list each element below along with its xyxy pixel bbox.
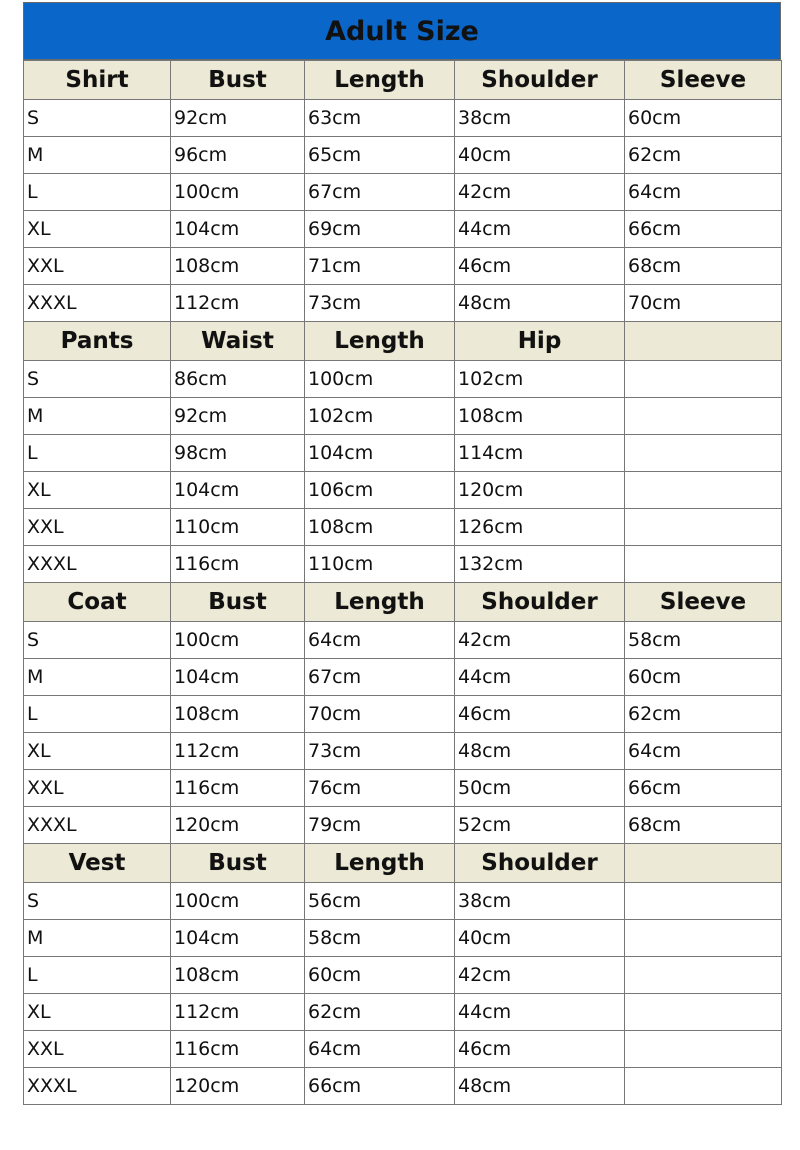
table-row [24, 920, 782, 957]
column-header: Vest [24, 844, 171, 883]
column-header: Shoulder [455, 61, 625, 100]
measurement-cell: 110cm [305, 546, 455, 583]
measurement-cell: 58cm [625, 622, 782, 659]
measurement-cell: 56cm [305, 883, 455, 920]
measurement-cell: 112cm [171, 994, 305, 1031]
column-header: Length [305, 583, 455, 622]
measurement-cell [625, 398, 782, 435]
measurement-cell: 114cm [455, 435, 625, 472]
size-cell: L [24, 174, 171, 211]
measurement-cell [625, 1031, 782, 1068]
measurement-cell: 100cm [171, 622, 305, 659]
size-cell: XXL [24, 1031, 171, 1068]
column-header: Sleeve [625, 61, 782, 100]
measurement-cell: 73cm [305, 733, 455, 770]
measurement-cell: 116cm [171, 546, 305, 583]
measurement-cell: 76cm [305, 770, 455, 807]
measurement-cell: 46cm [455, 696, 625, 733]
coat-header-row [24, 583, 782, 622]
size-cell: XXXL [24, 285, 171, 322]
table-row [24, 137, 782, 174]
measurement-cell: 58cm [305, 920, 455, 957]
size-cell: XL [24, 211, 171, 248]
measurement-cell: 66cm [625, 211, 782, 248]
table-row [24, 994, 782, 1031]
table-row [24, 807, 782, 844]
measurement-cell: 67cm [305, 659, 455, 696]
column-header: Waist [171, 322, 305, 361]
measurement-cell: 126cm [455, 509, 625, 546]
size-cell: XXL [24, 509, 171, 546]
measurement-cell: 104cm [171, 659, 305, 696]
measurement-cell: 48cm [455, 733, 625, 770]
size-cell: L [24, 696, 171, 733]
measurement-cell: 42cm [455, 174, 625, 211]
measurement-cell: 92cm [171, 398, 305, 435]
measurement-cell: 67cm [305, 174, 455, 211]
measurement-cell: 40cm [455, 137, 625, 174]
table-row [24, 696, 782, 733]
measurement-cell: 60cm [305, 957, 455, 994]
column-header: Pants [24, 322, 171, 361]
size-cell: XXXL [24, 807, 171, 844]
measurement-cell: 100cm [171, 883, 305, 920]
measurement-cell: 62cm [625, 137, 782, 174]
size-cell: M [24, 398, 171, 435]
size-cell: L [24, 435, 171, 472]
measurement-cell: 120cm [455, 472, 625, 509]
table-row [24, 1031, 782, 1068]
measurement-cell: 48cm [455, 285, 625, 322]
column-header: Shoulder [455, 583, 625, 622]
size-cell: XXXL [24, 1068, 171, 1105]
measurement-cell: 116cm [171, 1031, 305, 1068]
measurement-cell [625, 1068, 782, 1105]
size-cell: S [24, 883, 171, 920]
measurement-cell: 92cm [171, 100, 305, 137]
vest-header-row [24, 844, 782, 883]
size-cell: XXL [24, 248, 171, 285]
size-table [23, 60, 782, 1105]
measurement-cell: 64cm [625, 174, 782, 211]
table-row [24, 659, 782, 696]
table-row [24, 1068, 782, 1105]
measurement-cell: 62cm [305, 994, 455, 1031]
measurement-cell: 102cm [455, 361, 625, 398]
measurement-cell: 108cm [305, 509, 455, 546]
size-cell: XXL [24, 770, 171, 807]
measurement-cell: 112cm [171, 285, 305, 322]
measurement-cell: 64cm [305, 1031, 455, 1068]
table-row [24, 100, 782, 137]
size-cell: S [24, 361, 171, 398]
table-row [24, 622, 782, 659]
measurement-cell: 104cm [171, 920, 305, 957]
measurement-cell: 48cm [455, 1068, 625, 1105]
measurement-cell: 65cm [305, 137, 455, 174]
measurement-cell: 66cm [305, 1068, 455, 1105]
measurement-cell: 104cm [305, 435, 455, 472]
table-row [24, 770, 782, 807]
pants-header-row [24, 322, 782, 361]
column-header: Shirt [24, 61, 171, 100]
column-header: Length [305, 61, 455, 100]
measurement-cell: 62cm [625, 696, 782, 733]
column-header: Bust [171, 61, 305, 100]
size-cell: S [24, 622, 171, 659]
measurement-cell: 96cm [171, 137, 305, 174]
measurement-cell [625, 920, 782, 957]
table-row [24, 248, 782, 285]
measurement-cell: 60cm [625, 659, 782, 696]
measurement-cell: 50cm [455, 770, 625, 807]
measurement-cell: 52cm [455, 807, 625, 844]
measurement-cell: 108cm [171, 957, 305, 994]
table-row [24, 546, 782, 583]
table-row [24, 957, 782, 994]
size-cell: L [24, 957, 171, 994]
column-header [625, 322, 782, 361]
measurement-cell: 70cm [625, 285, 782, 322]
measurement-cell: 66cm [625, 770, 782, 807]
measurement-cell: 44cm [455, 994, 625, 1031]
measurement-cell: 116cm [171, 770, 305, 807]
measurement-cell [625, 361, 782, 398]
size-cell: XL [24, 994, 171, 1031]
measurement-cell: 63cm [305, 100, 455, 137]
column-header [625, 844, 782, 883]
size-cell: M [24, 920, 171, 957]
size-cell: M [24, 137, 171, 174]
size-cell: XL [24, 472, 171, 509]
shirt-header-row [24, 61, 782, 100]
measurement-cell: 110cm [171, 509, 305, 546]
measurement-cell: 42cm [455, 622, 625, 659]
column-header: Bust [171, 844, 305, 883]
measurement-cell: 79cm [305, 807, 455, 844]
table-row [24, 733, 782, 770]
table-row [24, 472, 782, 509]
measurement-cell: 69cm [305, 211, 455, 248]
measurement-cell: 44cm [455, 211, 625, 248]
measurement-cell: 108cm [171, 696, 305, 733]
column-header: Bust [171, 583, 305, 622]
measurement-cell [625, 883, 782, 920]
measurement-cell: 102cm [305, 398, 455, 435]
measurement-cell [625, 472, 782, 509]
measurement-cell: 68cm [625, 807, 782, 844]
size-cell: M [24, 659, 171, 696]
column-header: Sleeve [625, 583, 782, 622]
measurement-cell: 98cm [171, 435, 305, 472]
measurement-cell: 132cm [455, 546, 625, 583]
measurement-cell: 46cm [455, 1031, 625, 1068]
measurement-cell: 100cm [305, 361, 455, 398]
measurement-cell: 40cm [455, 920, 625, 957]
chart-title: Adult Size [23, 2, 781, 60]
measurement-cell: 60cm [625, 100, 782, 137]
measurement-cell: 38cm [455, 883, 625, 920]
table-row [24, 211, 782, 248]
measurement-cell [625, 509, 782, 546]
measurement-cell: 106cm [305, 472, 455, 509]
column-header: Length [305, 322, 455, 361]
measurement-cell: 108cm [455, 398, 625, 435]
size-chart [23, 2, 781, 1105]
size-cell: XXXL [24, 546, 171, 583]
measurement-cell: 112cm [171, 733, 305, 770]
measurement-cell: 64cm [305, 622, 455, 659]
measurement-cell: 68cm [625, 248, 782, 285]
measurement-cell: 44cm [455, 659, 625, 696]
column-header: Coat [24, 583, 171, 622]
table-row [24, 174, 782, 211]
measurement-cell: 108cm [171, 248, 305, 285]
column-header: Length [305, 844, 455, 883]
measurement-cell: 120cm [171, 807, 305, 844]
measurement-cell [625, 435, 782, 472]
measurement-cell: 120cm [171, 1068, 305, 1105]
column-header: Hip [455, 322, 625, 361]
measurement-cell [625, 994, 782, 1031]
measurement-cell: 100cm [171, 174, 305, 211]
measurement-cell: 104cm [171, 472, 305, 509]
measurement-cell: 46cm [455, 248, 625, 285]
size-cell: XL [24, 733, 171, 770]
measurement-cell: 104cm [171, 211, 305, 248]
column-header: Shoulder [455, 844, 625, 883]
measurement-cell [625, 957, 782, 994]
measurement-cell: 64cm [625, 733, 782, 770]
table-row [24, 285, 782, 322]
measurement-cell: 42cm [455, 957, 625, 994]
table-row [24, 509, 782, 546]
table-row [24, 398, 782, 435]
measurement-cell [625, 546, 782, 583]
measurement-cell: 38cm [455, 100, 625, 137]
measurement-cell: 70cm [305, 696, 455, 733]
measurement-cell: 73cm [305, 285, 455, 322]
table-row [24, 883, 782, 920]
measurement-cell: 86cm [171, 361, 305, 398]
table-row [24, 435, 782, 472]
size-cell: S [24, 100, 171, 137]
measurement-cell: 71cm [305, 248, 455, 285]
table-row [24, 361, 782, 398]
